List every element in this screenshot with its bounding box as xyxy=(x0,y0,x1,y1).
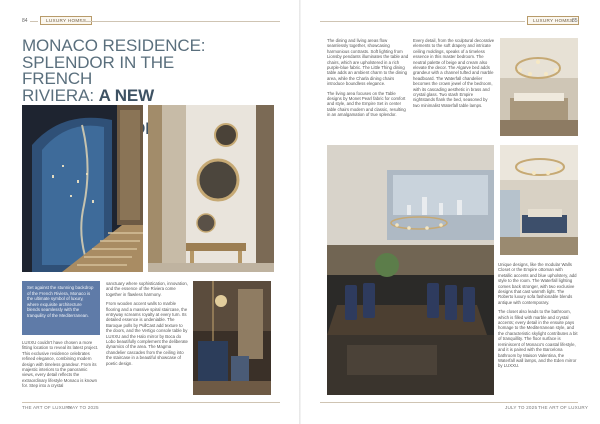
left-page-number: 84 xyxy=(22,18,28,24)
right-footer-text: THE ART OF LUXURY xyxy=(538,405,589,410)
right-col3-paragraph-2: The closet also leads to the bathroom, which is filled with marble and crystal accents; every detail in the ensuite pays homage to the Mediterranean style, and the characteristic skylight contributes a bit of tranquillity. The floor surface is reminiscent of Monaco's coastal lifestyle, and it is paired with the Barcelona bathroom by Maison Valentina, the Waterfall wall lamps, and the Eden mirror by LUXXU. xyxy=(498,309,578,369)
header-rule-left-a xyxy=(30,21,38,22)
page-gutter xyxy=(299,0,301,424)
title-line-3-light: RIVIERA: xyxy=(22,85,99,105)
left-section-tag: LUXURY HOMES xyxy=(40,16,92,25)
title-line-3-bold: A NEW xyxy=(98,85,155,105)
photo-hall-dark xyxy=(193,281,271,395)
header-rule-right-a xyxy=(320,21,525,22)
left-col1-paragraph: LUXXU couldn't have chosen a more fitting location to reveal its latest project. This exclusive residence celebrates refined elegance, combining modern design with timeless grandeur. From its majestic interiors to the panoramic views, every detail reflects the extraordinary lifestyle Monaco is known for. Step into a crystal xyxy=(22,340,99,389)
footer-rule-left xyxy=(22,402,280,403)
right-section-tag: LUXURY HOMES xyxy=(527,16,579,25)
header-rule-left-b xyxy=(80,21,280,22)
left-col2-paragraph-1: sanctuary where sophistication, innovation, and the essence of the Riviera come together in flawless harmony. xyxy=(106,281,188,297)
callout-box: Set against the stunning backdrop of the French Riviera, Monaco is the ultimate symbol of luxury, where exquisite architecture blends seamlessly with the tranquility of the Mediterranean. xyxy=(22,281,100,335)
right-body-col-1 xyxy=(327,38,409,122)
title-line-1: MONACO RESIDENCE: xyxy=(22,36,206,55)
photo-bedroom-lounge xyxy=(500,145,578,255)
right-footer-date: JULY TO 2025 xyxy=(505,405,538,410)
right-col3-paragraph-1: Unique designs, like the modular Walls Closet or the Empire ottoman with metallic accents and blue upholstery, add style to the room. The Waterfall lighting comes back stronger, with two exclusive designs that cast warmth light. The Roberto luxury sofa fashionable blends antique with contemporary. xyxy=(498,262,577,305)
header-rule-right-b xyxy=(566,21,570,22)
left-footer-text: THE ART OF LUXURY xyxy=(22,405,73,410)
right-col1-paragraph-1: The dining and living areas flow seamlessly together, showcasing harmonious contrasts. Soft lighting from Lionsby pendants illuminates the table and chairs, which are upholstered in a rich purple-blue fabric. The Little Thing dining table adds an ambient charm to the dining area, while the Charla dining chairs introduce boundless elegance. xyxy=(327,38,409,87)
photo-bedroom-chandelier xyxy=(500,38,578,136)
footer-rule-right xyxy=(320,402,578,403)
left-body-col-1 xyxy=(22,340,100,393)
photo-dining-living-room xyxy=(327,145,494,395)
right-col1-paragraph-2: The living area focuses on the Table designs by Monet Pearl fabric for comfort and style, and the Empire Set in center table chairs modern and classic, resulting in an amalgamation of true splendor. xyxy=(327,90,406,118)
right-col2-paragraph: Every detail, from the sculptural decorative elements to the soft drapery and intricate ceiling moldings, speaks of a timeless essence in this master bedroom. The neutral palette of beige and cream also elevate the decor. The Algarve bed adds grandeur with a channel tufted and marble headboard. The Waterfall chandelier becomes the crown jewel of the bedroom, with its cascading aesthetic in brass and crystal glass. Two stash Empire nightstands flank the bed, seasoned by two minimalist Waterfall table lamps. xyxy=(413,38,495,108)
right-body-col-2 xyxy=(413,38,495,112)
left-body-col-2 xyxy=(106,281,189,370)
photo-staircase-city-view xyxy=(22,105,143,272)
left-col2-paragraph-2: From wooden accent walls to marble flooring and a massive spiral staircase, the entryway screams royalty at every turn. Its detailed essence is undeniable. The Baroque polls by PullCast add texture to the doors, and the Vertigo console table by LUXXU and the Halo mirror by Boca do Lobo beautifully complement the deliberate dynamics of the area. The Magma chandelier cascades from the ceiling into the staircase in a beautiful showcase of poetic design. xyxy=(106,301,188,366)
left-footer-date: MAY TO 2025 xyxy=(68,405,99,410)
photo-entry-round-mirrors xyxy=(148,105,274,272)
title-line-2: SPLENDOR IN THE FRENCH xyxy=(22,52,175,88)
right-page-number: 85 xyxy=(572,18,578,24)
right-body-col-3 xyxy=(498,262,578,373)
